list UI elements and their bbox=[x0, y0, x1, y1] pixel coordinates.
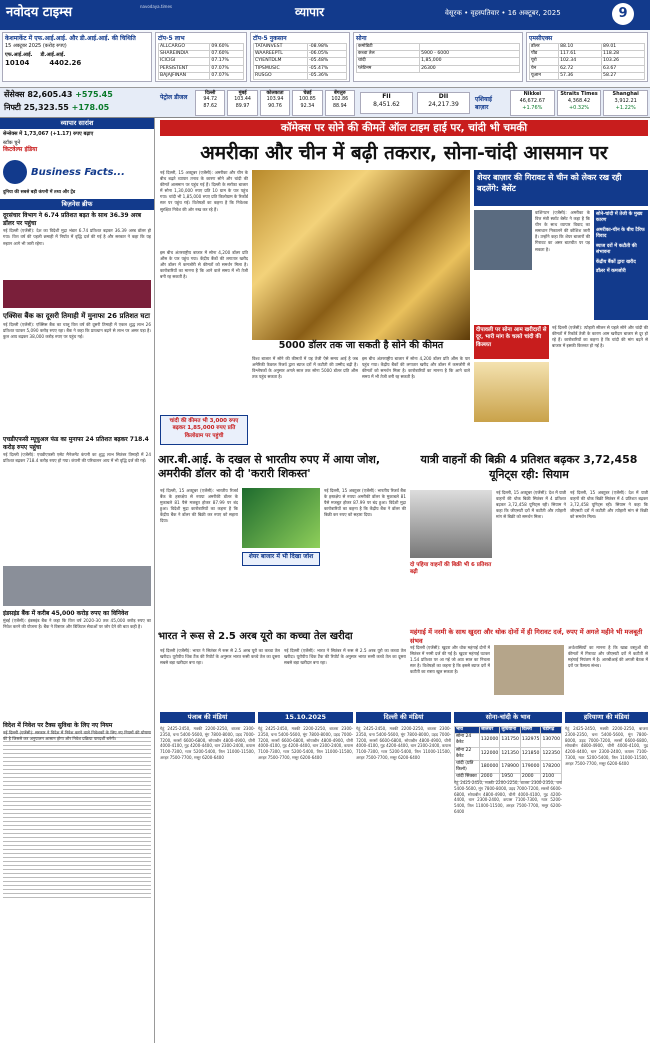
rate-cell: सोना 22 कैरेट bbox=[455, 747, 480, 760]
rate-cell: चांदी सिक्का bbox=[455, 774, 480, 781]
loss-cell: -05.36% bbox=[308, 72, 347, 79]
currency-table bbox=[529, 43, 645, 80]
fx-title: केशमार्केट में एफ.आई.आई. और डी.आई.आई. की चिथिति bbox=[5, 35, 136, 42]
fii-value: DII bbox=[438, 93, 449, 100]
fuel-city-value: 94.72 bbox=[203, 97, 218, 103]
nifty-row bbox=[4, 103, 109, 114]
nifty-change: +178.05 bbox=[71, 103, 110, 112]
gain-cell: 07.07% bbox=[210, 65, 244, 72]
currency-row bbox=[530, 58, 645, 65]
currency-cell: यूरो bbox=[530, 58, 559, 65]
mini-header: व्यापार सारांश bbox=[0, 118, 154, 129]
currency-cell: 103.26 bbox=[602, 58, 645, 65]
rate-cell: 132975 bbox=[520, 734, 541, 747]
fuel-city-value: 90.76 bbox=[268, 103, 282, 109]
mandi-date: 15.10.2025 bbox=[258, 712, 353, 723]
mandi-delhi-list: गेहूं 2425-2450, मक्की 2200-2250, बाजरा 2300-2350, चना 5400-5600, मूंग 7800-8000, उड़द 7000-7200, सरसों 6600-6800, सोयाबीन 4800-4900, चीनी 4000-4100, गुड़ 4200-4400, धान 2300-2400, कपास 7100-7300, ग्वार 5200-5400, तिल 11000-11500, अरहर 7500-7700, मसूर 6200-6400 bbox=[356, 726, 451, 760]
world-market bbox=[603, 90, 648, 116]
fuel-city bbox=[260, 90, 290, 116]
rbi-box: शेयर बाजार में भी दिखा जोश bbox=[242, 552, 320, 566]
rate-row bbox=[455, 734, 562, 747]
bullion-cell: 5900 - 6000 bbox=[420, 51, 520, 58]
section-title: व्यापार bbox=[295, 5, 325, 19]
loss-row bbox=[254, 72, 347, 79]
right-headline: शेयर बाज़ार की गिरावट से चीन को लेकर रख रही बदलेंगे: बेसेंट bbox=[474, 170, 648, 206]
oil-body-2: नई दिल्ली (एजेंसी): भारत ने सितंबर में रूस से 2.5 अरब यूरो का कच्चा तेल खरीदा। यूरोपीय थिंक टैंक की रिपोर्ट के अनुसार भारत रूसी कच्चे तेल का दूसरा सबसे बड़ा खरीदार बना रहा। bbox=[284, 648, 406, 666]
rbi-headline: आर.बी.आई. के दखल से भारतीय रुपए में आया जोश, अमरीकी डॉलर को दी 'करारी शिकस्त' bbox=[158, 453, 381, 481]
cars-photo bbox=[410, 490, 492, 558]
story5-body: नई दिल्ली (एजेंसी): सरकार ने विदेश में निवेश करने वाले निवेशकों के लिए नए नियमों की घोषणा की है जिससे कर अनुपालन आसान होगा और निवेश प्रक्रिया पारदर्शी बनेगी। bbox=[3, 730, 151, 900]
gain-row bbox=[159, 44, 244, 51]
lead-body-3: विश्व बाजार में सोने की कीमतों में यह तेजी ऐसे समय आई है जब अमेरिकी फेडरल रिजर्व द्वारा ब्याज दरों में कटौती की उम्मीद बढ़ी है। विश्लेषकों के अनुसार अगले साल तक सोना 5000 डॉलर प्रति औंस तक पहुंच सकता है। bbox=[252, 356, 358, 380]
oil-headline: भारत ने रूस से 2.5 अरब यूरो का कच्चा तेल खरीदा bbox=[158, 631, 353, 642]
loss-cell: -08.98% bbox=[308, 44, 347, 51]
world-markets-grid bbox=[510, 90, 648, 116]
bullion-cell: प्लेटिनम bbox=[357, 65, 420, 72]
axis-bank-photo bbox=[3, 280, 151, 308]
loss-row bbox=[254, 58, 347, 65]
lead-body-1: नई दिल्ली, 15 अक्टूबर (एजेंसी): अमरीका और चीन के बीच बढ़ते व्यापार तनाव के कारण सोने और चांदी की कीमतें आसमान पर पहुंच गई हैं। दिल्ली के सर्राफा बाजार में सोना 1,30,000 रुपए प्रति 10 ग्राम के पार पहुंच गया। चांदी भी 1,85,000 रुपए प्रति किलोग्राम के रिकॉर्ड स्तर पर पहुंच गई। विशेषज्ञों का कहना है कि निवेशक सुरक्षित निवेश की ओर रुख कर रहे हैं। bbox=[160, 170, 248, 212]
brand-url: navodaya.times bbox=[140, 4, 173, 9]
mandi-delhi-title: दिल्ली की मंडियां bbox=[356, 712, 451, 723]
world-market bbox=[510, 90, 555, 116]
currency-cell: येन bbox=[530, 65, 559, 72]
story3-headline: एचडीएफसी म्यूचुअल फंड का मुनाफा 24 प्रतिशत बढ़कर 718.4 करोड़ रुपए पहुंचा bbox=[3, 435, 149, 451]
rate-cell: 121350 bbox=[500, 747, 521, 760]
oil-body: नई दिल्ली (एजेंसी): भारत ने सितंबर में रूस से 2.5 अरब यूरो का कच्चा तेल खरीदा। यूरोपीय थिंक टैंक की रिपोर्ट के अनुसार भारत रूसी कच्चे तेल का दूसरा सबसे बड़ा खरीदार बना रहा। bbox=[160, 648, 280, 666]
top5-loss-table bbox=[253, 43, 347, 80]
bullion-cell: चांदी bbox=[357, 58, 420, 65]
bessent-photo bbox=[474, 210, 532, 270]
loss-cell: WAAREEPTL bbox=[254, 51, 308, 58]
world-market-value: +1.22% bbox=[615, 104, 636, 111]
brief-story-3 bbox=[0, 434, 154, 564]
fuel-city-value: 89.97 bbox=[235, 103, 250, 109]
gain-row bbox=[159, 72, 244, 79]
currency-cell: 63.67 bbox=[602, 65, 645, 72]
world-market-value: 4,368.42 bbox=[567, 97, 591, 104]
index-bar bbox=[0, 88, 650, 118]
currency-cell: 102.34 bbox=[559, 58, 602, 65]
loss-cell: -05.47% bbox=[308, 65, 347, 72]
fx-label-dii: डी.आई.आई. bbox=[40, 51, 66, 58]
inflation-headline: महंगाई में नरमी के साथ खुदरा और थोक दोनों में ही गिरावट दर्ज, रुपए में अगले महीने भी मजबूती संभव bbox=[410, 628, 643, 645]
rate-row bbox=[455, 760, 562, 773]
world-market-value: Shanghai bbox=[612, 91, 639, 97]
page-number: 9 bbox=[612, 3, 634, 25]
bullion-cell: कमोडिटी bbox=[357, 44, 420, 51]
brief-story-4 bbox=[0, 608, 154, 720]
fuel-city-value: मुंबई bbox=[238, 91, 247, 96]
loss-cell: TATAINVEST bbox=[254, 44, 308, 51]
bullion-rates-title: सोना-चांदी के भाव bbox=[454, 712, 562, 723]
rate-cell: 180000 bbox=[479, 760, 500, 773]
lead-headline: अमरीका और चीन में बढ़ी तकरार, सोना-चांदी आसमान पर bbox=[200, 142, 608, 164]
lead-red-banner: कॉमेक्स पर सोने की कीमतें ऑल टाइम हाई पर, चांदी भी चमकी bbox=[160, 120, 648, 136]
rate-cell: 2000 bbox=[479, 774, 500, 781]
fuel-city-value: 92.34 bbox=[300, 103, 315, 109]
mandi-list-4: गेहूं 2425-2450, मक्की 2200-2250, बाजरा 2300-2350, चना 5400-5600, मूंग 7800-8000, उड़द 7000-7200, सरसों 6600-6800, सोयाबीन 4800-4900, चीनी 4000-4100, गुड़ 4200-4400, धान 2300-2400, कपास 7100-7300, ग्वार 5200-5400, तिल 11000-11500, अरहर 7500-7700, मसूर 6200-6400 bbox=[454, 780, 562, 814]
fx-date: 15 अक्टूबर 2025 (करोड़ रुपए) bbox=[5, 43, 67, 50]
story2-body: नई दिल्ली (एजेंसी): एक्सिस बैंक का चालू वित्त वर्ष की दूसरी तिमाही में एकल शुद्ध लाभ 26 प्रतिशत घटकर 5,090 करोड़ रुपए रहा। बैंक ने कहा कि प्रावधान बढ़ने से लाभ पर असर पड़ा है। कुल आय बढ़कर 38,000 करोड़ रुपए पर पहुंच गई। bbox=[3, 321, 151, 339]
currency-cell: डॉलर bbox=[530, 44, 559, 51]
currency-cell: यूआन bbox=[530, 72, 559, 79]
reason-bullet: अमरीका-चीन के बीच टैरिफ विवाद bbox=[596, 227, 645, 240]
top5-loss-box bbox=[250, 32, 350, 82]
currency-cell: 117.61 bbox=[559, 51, 602, 58]
rbi-building-photo bbox=[494, 645, 564, 695]
mandi-list-2: गेहूं 2425-2450, मक्की 2200-2250, बाजरा 2300-2350, चना 5400-5600, मूंग 7800-8000, उड़द 7000-7200, सरसों 6600-6800, सोयाबीन 4800-4900, चीनी 4000-4100, गुड़ 4200-4400, धान 2300-2400, कपास 7100-7300, ग्वार 5200-5400, तिल 11000-11500, अरहर 7500-7700, मसूर 6200-6400 bbox=[258, 726, 353, 760]
fuel-city bbox=[325, 90, 355, 116]
currency-cell: पौंड bbox=[530, 51, 559, 58]
fuel-city-grid bbox=[195, 90, 355, 116]
sensex-label: सेंसेक्स bbox=[4, 90, 25, 99]
currency-cell: 62.72 bbox=[559, 65, 602, 72]
loss-cell: CYIENTDLM bbox=[254, 58, 308, 65]
rates-header-cell: भाव bbox=[455, 727, 480, 734]
diwali-body: नई दिल्ली (एजेंसी): त्योहारी सीजन से पहले सोने और चांदी की कीमतों में रिकॉर्ड तेजी के कारण आम खरीदार बाजार से दूर हो रहे हैं। कारोबारियों का कहना है कि चांदी की मांग बढ़ने से बाजार में इसकी किल्लत हो गई है। bbox=[552, 325, 648, 349]
gain-row bbox=[159, 58, 244, 65]
rate-cell: 121850 bbox=[520, 747, 541, 760]
story4-body: मुंबई (एजेंसी): इंडसइंड बैंक ने कहा कि वित्त वर्ष 2020-30 तक 45,000 करोड़ रुपए का निवेश करने की योजना है। बैंक ने विस्तार और डिजिटल सेवाओं पर जोर देने की बात कही है। bbox=[3, 618, 151, 630]
markets-strip bbox=[0, 30, 650, 88]
currency-row bbox=[530, 72, 645, 79]
rates-header-cell: दिल्ली bbox=[520, 727, 541, 734]
world-market-value: 3,912.21 bbox=[614, 97, 637, 104]
currency-cell: 118.28 bbox=[602, 51, 645, 58]
currency-row bbox=[530, 44, 645, 51]
rate-cell: 179000 bbox=[520, 760, 541, 773]
sensex-change: +575.45 bbox=[75, 90, 113, 99]
world-market-value: Straits Times bbox=[560, 91, 598, 97]
gain-cell: 07.60% bbox=[210, 51, 244, 58]
fuel-city-value: दिल्ली bbox=[204, 91, 216, 96]
gold-caption: 5000 डॉलर तक जा सकती है सोने की कीमत bbox=[278, 340, 444, 351]
mandi-haryana-title: हरियाणा की मंडियां bbox=[565, 712, 648, 723]
gain-cell: 09.60% bbox=[210, 44, 244, 51]
reason-bullet: सोने-चांदी में तेजी के मुख्य कारण bbox=[596, 212, 643, 224]
right-body: वाशिंगटन (एजेंसी): अमरीका के वित्त मंत्री स्कॉट बेसेंट ने कहा है कि चीन के साथ व्यापार विवाद का समाधान निकालने की कोशिश जारी है। उन्होंने कहा कि शेयर बाजारों की गिरावट का असर बातचीत पर पड़ सकता है। bbox=[535, 210, 590, 252]
rate-cell: 178900 bbox=[500, 760, 521, 773]
rate-cell: चांदी (प्रति किलो) bbox=[455, 760, 480, 773]
fx-value-fii: 10104 bbox=[5, 58, 30, 67]
biz-facts-sub: दुनिया की सबसे बड़ी कंपनी में तथ्य और ट्रेंड bbox=[3, 190, 76, 196]
story1-body: नई दिल्ली (एजेंसी): देश का विदेशी मुद्रा भंडार 6.74 प्रतिशत बढ़कर 36.39 अरब डॉलर हो गया। वित्त वर्ष की पहली छमाही में निर्यात में वृद्धि दर्ज की गई है और सरकार ने कहा कि यह रुझान आगे भी जारी रहेगा। bbox=[3, 228, 151, 246]
fii-dii-grid bbox=[360, 92, 470, 114]
fii-value: FII bbox=[382, 93, 391, 100]
coins-photo bbox=[474, 362, 549, 422]
brief-story-5 bbox=[0, 720, 154, 902]
loss-cell: TIPSMUSIC bbox=[254, 65, 308, 72]
biz-facts-logo bbox=[3, 160, 27, 184]
rate-cell: 1950 bbox=[500, 774, 521, 781]
world-title: एशियाई बाज़ार bbox=[475, 96, 492, 112]
world-market-value: Nikkei bbox=[523, 91, 542, 97]
reasons-box bbox=[594, 210, 648, 320]
rate-cell: 2000 bbox=[520, 774, 541, 781]
top5-gain-title: टॉप-5 लाभ bbox=[158, 35, 185, 42]
world-market-value: 46,672.67 bbox=[519, 97, 546, 104]
rates-header-cell: चंडीगढ़ bbox=[541, 727, 562, 734]
fuel-city-value: 100.85 bbox=[299, 97, 316, 103]
nifty-label: निफ्टी bbox=[4, 103, 21, 112]
gain-cell: PERSISTENT bbox=[159, 65, 210, 72]
gain-cell: BAJAJFINAN bbox=[159, 72, 210, 79]
fx-value-dii: 4402.26 bbox=[49, 58, 82, 67]
bullion-title: सोना bbox=[356, 35, 367, 42]
auto-body-2: नई दिल्ली, 15 अक्टूबर (एजेंसी): देश में यात्री वाहनों की थोक बिक्री सितंबर में 4 प्रतिशत बढ़कर 3,72,458 यूनिट्स रही। सियाम ने कहा कि जीएसटी दरों में कटौती और त्योहारी मांग से बिक्री को समर्थन मिला। bbox=[570, 490, 648, 520]
inflation-body-2: अर्थशास्त्रियों का मानना है कि खाद्य वस्तुओं की कीमतों में गिरावट और जीएसटी दरों में कटौती से महंगाई नियंत्रण में है। आरबीआई की अगली बैठक में दरों पर फैसला संभव। bbox=[568, 645, 648, 669]
brief-story-2 bbox=[0, 310, 154, 433]
loss-row bbox=[254, 44, 347, 51]
rates-header-cell: जालंधर bbox=[479, 727, 500, 734]
currency-title: एमसीएक्स bbox=[529, 35, 553, 42]
bullion-cell: 1,85,000 bbox=[420, 58, 520, 65]
rate-cell: सोना 24 कैरेट bbox=[455, 734, 480, 747]
fuel-city-value: 88.94 bbox=[332, 103, 347, 109]
fx-box bbox=[2, 32, 152, 82]
loss-row bbox=[254, 51, 347, 58]
fii-item bbox=[417, 92, 470, 114]
bullion-cell bbox=[420, 44, 520, 51]
fuel-city bbox=[292, 90, 322, 116]
rates-header-row bbox=[455, 727, 562, 734]
fuel-city-value: 102.86 bbox=[331, 97, 349, 103]
lead-body-3b: इस बीच अंतरराष्ट्रीय बाजार में सोना 4,200 डॉलर प्रति औंस के पार पहुंच गया। केंद्रीय बैंकों की लगातार खरीद और डॉलर में कमजोरी से कीमतों को समर्थन मिला है। कारोबारियों का मानना है कि आने वाले समय में भी तेजी बनी रह सकती है। bbox=[362, 356, 470, 380]
sensex-row bbox=[4, 90, 113, 101]
gold-photo bbox=[252, 170, 470, 340]
fuel-city-value: 103.94 bbox=[266, 97, 284, 103]
rbi-body: नई दिल्ली, 15 अक्टूबर (एजेंसी): भारतीय रिजर्व बैंक के हस्तक्षेप से रुपया अमरीकी डॉलर के मुकाबले 81 पैसे मजबूत होकर 87.99 पर बंद हुआ। विदेशी मुद्रा कारोबारियों का कहना है कि केंद्रीय बैंक ने डॉलर की बिक्री कर रुपए को सहारा दिया। bbox=[160, 488, 238, 524]
currency-box bbox=[526, 32, 648, 82]
bullion-row bbox=[357, 44, 520, 51]
world-market-value: +1.76% bbox=[522, 104, 543, 111]
gain-cell: 07.07% bbox=[210, 72, 244, 79]
bullion-rates-table bbox=[454, 726, 562, 782]
mini-stock: किटवेल्स इंडिया bbox=[3, 146, 38, 154]
rate-cell: 2100 bbox=[541, 774, 562, 781]
rate-cell: 122350 bbox=[541, 747, 562, 760]
fuel-city-value: बेंगलुरु bbox=[334, 91, 346, 96]
reason-bullet: ब्याज दरों में कटौती की संभावना bbox=[596, 243, 637, 256]
story1-headline: दूरसंचार विभाग ने 6.74 प्रतिशत बढ़त के साथ 36.39 अरब डॉलर पर पहुंचा bbox=[3, 212, 142, 228]
currency-cell: 88.10 bbox=[559, 44, 602, 51]
auto-body: नई दिल्ली, 15 अक्टूबर (एजेंसी): देश में यात्री वाहनों की थोक बिक्री सितंबर में 4 प्रतिशत बढ़कर 3,72,458 यूनिट्स रही। सियाम ने कहा कि जीएसटी दरों में कटौती और त्योहारी मांग से बिक्री को समर्थन मिला। bbox=[496, 490, 566, 520]
left-column bbox=[0, 118, 155, 1043]
bullion-row bbox=[357, 65, 520, 72]
diwali-headline: दीपावली पर सोना आम खरीदारों से दूर, भारी मांग के चलते चांदी की किल्लत bbox=[474, 325, 549, 359]
auto-box: दो पहिया वाहनों की बिक्री भी 6 प्रतिशत बढ़ी bbox=[410, 562, 492, 576]
rates-header-cell: लुधियाना bbox=[500, 727, 521, 734]
mandi-punjab-title: पंजाब की मंडियां bbox=[160, 712, 255, 723]
mini-line2: स्टॉक चुनें bbox=[3, 139, 21, 146]
bullion-rates bbox=[454, 726, 562, 780]
fuel-city bbox=[227, 90, 257, 116]
nifty-value: 25,323.55 bbox=[23, 103, 69, 112]
currency-cell: 89.01 bbox=[602, 44, 645, 51]
gain-cell: 07.17% bbox=[210, 58, 244, 65]
fuel-city-value: 87.62 bbox=[203, 103, 218, 109]
rate-cell: 178200 bbox=[541, 760, 562, 773]
story4-headline: इंडसइंड बैंक में करीब 45,000 करोड़ रुपए का विनिवेश bbox=[3, 610, 129, 617]
bullion-row bbox=[357, 58, 520, 65]
gain-row bbox=[159, 51, 244, 58]
bullion-table bbox=[356, 43, 520, 73]
gain-cell: ALLCARGO bbox=[159, 44, 210, 51]
auto-headline: यात्री वाहनों की बिक्री 4 प्रतिशत बढ़कर 3,72,458 यूनिट्स रही: सियाम bbox=[420, 453, 638, 481]
biz-facts-title: Business Facts... bbox=[31, 166, 125, 178]
fii-item bbox=[360, 92, 413, 114]
story3-body: नई दिल्ली (एजेंसी): एचडीएफसी एसेट मैनेजमेंट कंपनी का शुद्ध लाभ सितंबर तिमाही में 24 प्रतिशत बढ़कर 718.4 करोड़ रुपए हो गया। कंपनी की परिचालन आय में भी वृद्धि दर्ज की गई। bbox=[3, 452, 151, 464]
masthead bbox=[0, 0, 650, 30]
brand-title: नवोदय टाइम्स bbox=[6, 5, 73, 20]
currency-cell: 58.27 bbox=[602, 72, 645, 79]
building-photo bbox=[3, 566, 151, 606]
silver-box: चांदी की कीमत भी 3,000 रुपए बढ़कर 1,85,000 रुपए प्रति किलोग्राम पर पहुंची bbox=[160, 415, 248, 445]
loss-cell: -05.48% bbox=[308, 58, 347, 65]
bullion-row bbox=[357, 51, 520, 58]
gain-row bbox=[159, 65, 244, 72]
story2-headline: एक्सिस बैंक का दूसरी तिमाही में मुनाफा 26 प्रतिशत घटा bbox=[3, 312, 150, 321]
fuel-city-value: 103.44 bbox=[234, 97, 251, 103]
reason-bullet: डॉलर में कमजोरी bbox=[596, 269, 626, 275]
rate-cell: 122000 bbox=[479, 747, 500, 760]
fuel-city-value: चेन्नई bbox=[303, 91, 312, 96]
rbi-body-2: नई दिल्ली, 15 अक्टूबर (एजेंसी): भारतीय रिजर्व बैंक के हस्तक्षेप से रुपया अमरीकी डॉलर के मुकाबले 81 पैसे मजबूत होकर 87.99 पर बंद हुआ। विदेशी मुद्रा कारोबारियों का कहना है कि केंद्रीय बैंक ने डॉलर की बिक्री कर रुपए को सहारा दिया। bbox=[324, 488, 406, 518]
fii-value: 8,451.62 bbox=[373, 101, 400, 109]
fii-value: 24,217.39 bbox=[428, 101, 459, 109]
currency-row bbox=[530, 65, 645, 72]
rate-cell: 131750 bbox=[500, 734, 521, 747]
brief-title: बिज़नेस ब्रीफ bbox=[0, 199, 154, 210]
world-market-value: +0.32% bbox=[568, 104, 590, 111]
story5-headline: विदेश में निवेश पर टैक्स सुविधा के लिए नए नियम bbox=[3, 722, 113, 730]
gain-cell: SHAREINDIA bbox=[159, 51, 210, 58]
fx-label-fii: एफ.आई.आई. bbox=[5, 51, 33, 58]
world-market bbox=[557, 90, 602, 116]
fuel-label: पेट्रोल डीजल bbox=[160, 94, 188, 101]
lead-body-2: इस बीच अंतरराष्ट्रीय बाजार में सोना 4,200 डॉलर प्रति औंस के पार पहुंच गया। केंद्रीय बैंकों की लगातार खरीद और डॉलर में कमजोरी से कीमतों को समर्थन मिला है। कारोबारियों का मानना है कि आने वाले समय में भी तेजी बनी रह सकती है। bbox=[160, 250, 248, 280]
top5-loss-title: टॉप-5 नुकसान bbox=[253, 35, 287, 42]
issue-date: वेसूरक • वृहस्पतिवार • 16 अक्टूबर, 2025 bbox=[445, 9, 561, 17]
sensex-value: 82,605.43 bbox=[27, 90, 73, 99]
brief-story-1 bbox=[0, 210, 154, 278]
bullion-cell: कच्चा तेल bbox=[357, 51, 420, 58]
mini-line1: सेन्सेक्स में 1,73,067 (+1.17) रुपए बढ़ाए bbox=[3, 130, 94, 137]
fuel-city-value: कोलकाता bbox=[266, 91, 284, 96]
biz-facts-block bbox=[3, 157, 151, 187]
rate-cell: 132000 bbox=[479, 734, 500, 747]
loss-row bbox=[254, 65, 347, 72]
gain-cell: ICICIGI bbox=[159, 58, 210, 65]
rate-cell: 130700 bbox=[541, 734, 562, 747]
inflation-body: नई दिल्ली (एजेंसी): खुदरा और थोक महंगाई दोनों में सितंबर में नरमी दर्ज की गई है। खुदरा महंगाई घटकर 1.54 प्रतिशत पर आ गई जो आठ साल का निचला स्तर है। विशेषज्ञों का कहना है कि इससे ब्याज दरों में कटौती का रास्ता खुल सकता है। bbox=[410, 645, 490, 675]
mandi-punjab-list: गेहूं 2425-2450, मक्की 2200-2250, बाजरा 2300-2350, चना 5400-5600, मूंग 7800-8000, उड़द 7000-7200, सरसों 6600-6800, सोयाबीन 4800-4900, चीनी 4000-4100, गुड़ 4200-4400, धान 2300-2400, कपास 7100-7300, ग्वार 5200-5400, तिल 11000-11500, अरहर 7500-7700, मसूर 6200-6400 bbox=[160, 726, 255, 760]
currency-row bbox=[530, 51, 645, 58]
loss-cell: -06.05% bbox=[308, 51, 347, 58]
rupee-photo bbox=[242, 488, 320, 548]
bullion-box bbox=[353, 32, 523, 82]
fuel-city bbox=[195, 90, 225, 116]
reason-bullet: केंद्रीय बैंकों द्वारा खरीद bbox=[596, 259, 636, 265]
top5-gain-box bbox=[155, 32, 247, 82]
bullion-cell: 26300 bbox=[420, 65, 520, 72]
top5-gain-table bbox=[158, 43, 244, 80]
currency-cell: 57.36 bbox=[559, 72, 602, 79]
rate-row bbox=[455, 747, 562, 760]
loss-cell: RUSGO bbox=[254, 72, 308, 79]
mandi-haryana-list: गेहूं 2425-2450, मक्की 2200-2250, बाजरा 2300-2350, चना 5400-5600, मूंग 7800-8000, उड़द 7000-7200, सरसों 6600-6800, सोयाबीन 4800-4900, चीनी 4000-4100, गुड़ 4200-4400, धान 2300-2400, कपास 7100-7300, ग्वार 5200-5400, तिल 11000-11500, अरहर 7500-7700, मसूर 6200-6400 bbox=[565, 726, 648, 766]
